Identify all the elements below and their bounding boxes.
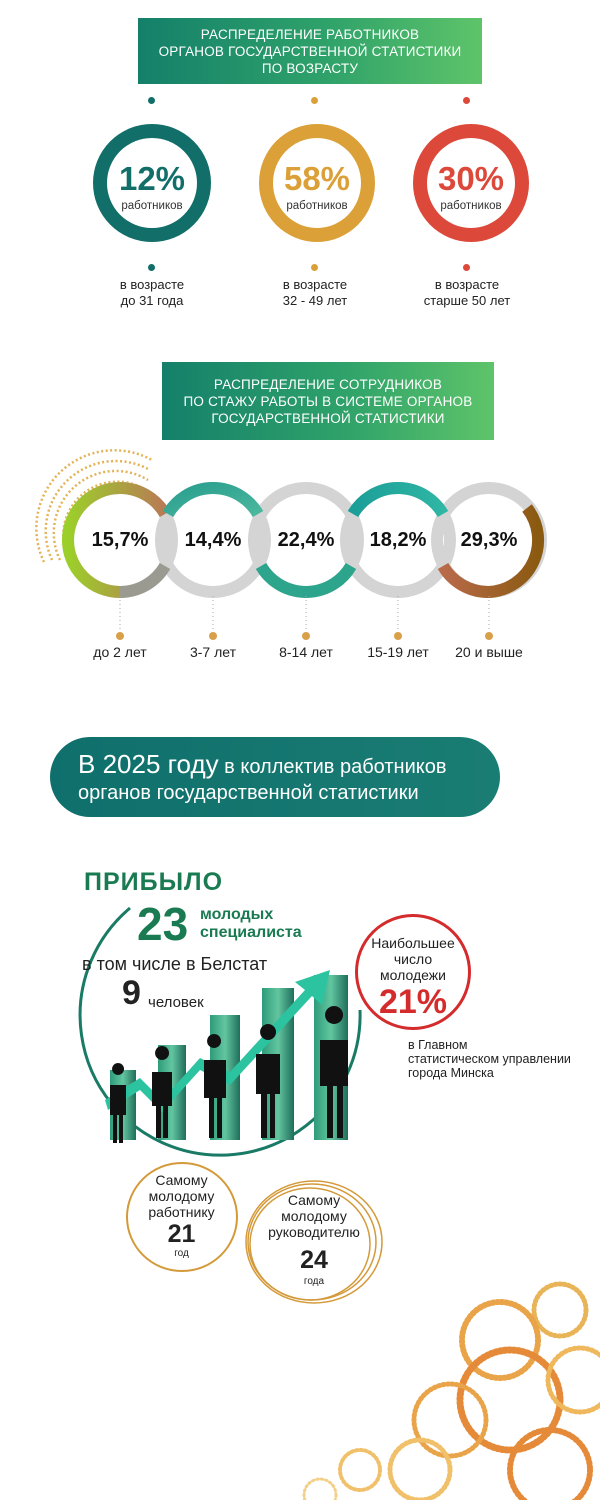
experience-section-title: РАСПРЕДЕЛЕНИЕ СОТРУДНИКОВ ПО СТАЖУ РАБОТЫ В СИСТЕМЕ ОРГАНОВ ГОСУДАРСТВЕННОЙ СТАТИСТИКИ [162,362,494,440]
youngest-worker-circle: Самому молодому работнику 21 год [126,1162,238,1272]
belstat-count: 9 [122,974,141,1012]
ring-arc-2 [168,488,258,514]
age-label-over-50: в возрасте старше 50 лет [423,277,511,308]
dot-marker [311,264,318,271]
youngest-manager-text: Самому молодому руководителю [268,1192,360,1240]
growth-bar-graphic [100,960,360,1150]
exp-value-8-14: 22,4% [277,529,335,551]
age-sub-label: работников [121,200,183,212]
age-sub-label: работников [440,200,502,212]
dot-marker [209,632,217,640]
dot-marker [485,632,493,640]
age-pct-32-49: 58% [283,160,351,197]
exp-label-15-19: 15-19 лет [367,644,429,660]
arrivals-count: 23 [137,898,189,950]
dot-marker [116,632,124,640]
exp-label-3-7: 3-7 лет [189,644,237,660]
experience-rings-graphic [0,440,600,670]
age-sub-label: работников [286,200,348,212]
age-pct-under-31: 12% [118,160,186,197]
dot-marker [302,632,310,640]
exp-label-20-plus: 20 и выше [455,644,523,660]
dot-marker [394,632,402,640]
exp-value-up-to-2: 15,7% [91,529,149,551]
ring-arc-3 [261,566,351,592]
arrivals-heading: ПРИБЫЛО [84,868,224,896]
youngest-manager-age: 24 [300,1246,328,1274]
dot-marker [148,97,155,104]
youth-note: в Главном статистическом управлении города Минска [408,1038,571,1080]
belstat-unit: человек [148,994,204,1011]
dot-marker [463,264,470,271]
dot-marker [463,97,470,104]
ring-arc-4 [353,488,443,514]
exp-value-3-7: 14,4% [184,529,242,551]
youth-circle: Наибольшее число молодежи 21% [355,914,471,1030]
age-label-under-31: в возрасте до 31 года [119,277,185,308]
age-ring-32-49 [259,124,375,242]
age-section-title: РАСПРЕДЕЛЕНИЕ РАБОТНИКОВ ОРГАНОВ ГОСУДАРСТВЕННОЙ СТАТИСТИКИ ПО ВОЗРАСТУ [138,18,482,84]
age-ring-under-31 [93,124,211,242]
belstat-text: в том числе в Белстат [82,954,268,974]
age-label-32-49: в возрасте 32 - 49 лет [282,277,348,308]
arrivals-count-text: молодых специалиста [200,906,302,941]
age-pct-over-50: 30% [437,160,505,197]
exp-value-20-plus: 29,3% [460,529,518,551]
exp-label-up-to-2: до 2 лет [93,644,147,660]
ring-arc-1b [120,566,165,592]
growth-bars [110,975,348,1140]
banner-2025: В 2025 году в коллектив работников органов государственной статистики [50,737,500,817]
decorative-dot-circles [250,1270,600,1500]
exp-label-8-14: 8-14 лет [279,644,333,660]
age-ring-over-50 [413,124,529,242]
youth-pct: 21% [378,983,448,1021]
exp-value-15-19: 18,2% [369,529,427,551]
dot-marker [311,97,318,104]
dot-marker [148,264,155,271]
youngest-worker-age: 21 [167,1220,196,1248]
